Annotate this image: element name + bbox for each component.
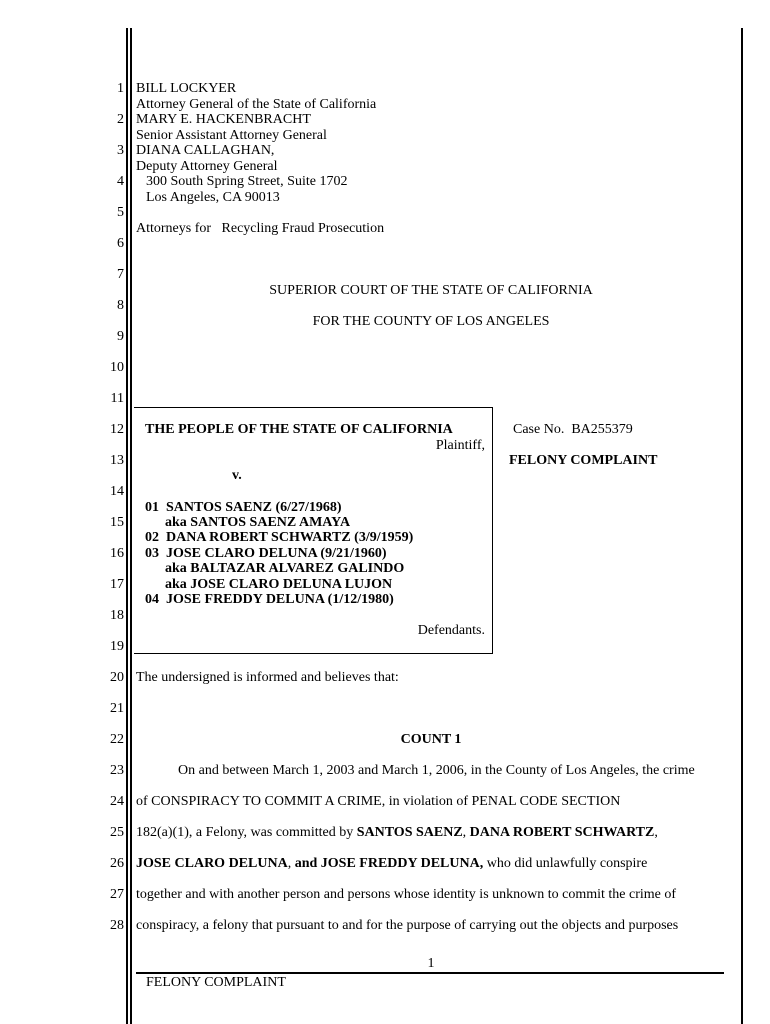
line-number: 20 <box>110 670 124 685</box>
footer-title: FELONY COMPLAINT <box>146 975 286 990</box>
versus-label: v. <box>232 468 242 483</box>
case-number: Case No. BA255379 <box>513 422 633 437</box>
attorney-line: MARY E. HACKENBRACHT <box>136 112 311 127</box>
attorneys-for: Attorneys for Recycling Fraud Prosecution <box>136 221 385 236</box>
defendant-name: DANA ROBERT SCHWARTZ <box>469 825 655 840</box>
attorney-line: Attorney General of the State of California <box>136 97 377 112</box>
line-number: 2 <box>117 112 124 127</box>
intro-sentence: The undersigned is informed and believes that: <box>136 670 399 685</box>
left-margin-rule-inner <box>130 28 132 1024</box>
attorney-line: Senior Assistant Attorney General <box>136 128 327 143</box>
line-number: 5 <box>117 205 124 220</box>
line-number: 11 <box>110 391 124 406</box>
page-number: 1 <box>427 956 435 971</box>
line-number: 7 <box>117 267 124 282</box>
defendant-name: and JOSE FREDDY DELUNA, <box>294 856 484 871</box>
line-number: 12 <box>110 422 124 437</box>
defendant-name: SANTOS SAENZ <box>356 825 463 840</box>
defendant-line: 02 DANA ROBERT SCHWARTZ (3/9/1959) <box>145 530 414 545</box>
attorney-address-line: Los Angeles, CA 90013 <box>146 190 280 205</box>
defendant-name: JOSE CLARO DELUNA <box>136 856 288 871</box>
line-number: 6 <box>117 236 124 251</box>
defendant-line: 01 SANTOS SAENZ (6/27/1968) <box>145 500 342 515</box>
line-number: 26 <box>110 856 124 871</box>
body-text: 182(a)(1), a Felony, was committed by <box>136 825 357 840</box>
attorney-line: Deputy Attorney General <box>136 159 278 174</box>
defendant-alias-line: aka BALTAZAR ALVAREZ GALINDO <box>165 561 405 576</box>
line-number: 1 <box>117 81 124 96</box>
court-title: SUPERIOR COURT OF THE STATE OF CALIFORNIA <box>269 283 593 298</box>
line-number: 8 <box>117 298 124 313</box>
body-line-25 <box>136 825 726 841</box>
line-number: 23 <box>110 763 124 778</box>
body-text: , <box>654 825 658 840</box>
defendant-line: 04 JOSE FREDDY DELUNA (1/12/1980) <box>145 592 394 607</box>
line-number: 10 <box>110 360 124 375</box>
attorney-line: DIANA CALLAGHAN, <box>136 143 275 158</box>
body-text: , <box>287 856 295 871</box>
line-number: 14 <box>110 484 124 499</box>
line-number: 3 <box>117 143 124 158</box>
attorney-line: BILL LOCKYER <box>136 81 237 96</box>
body-line-26 <box>136 856 726 872</box>
count-heading: COUNT 1 <box>400 732 462 747</box>
line-number: 27 <box>110 887 124 902</box>
body-text: , <box>462 825 470 840</box>
line-number: 21 <box>110 701 124 716</box>
line-number: 15 <box>110 515 124 530</box>
line-number: 16 <box>110 546 124 561</box>
county-title: FOR THE COUNTY OF LOS ANGELES <box>312 314 550 329</box>
body-line-23: On and between March 1, 2003 and March 1, 2006, in the County of Los Angeles, the crime <box>178 763 695 778</box>
defendant-alias-line: aka JOSE CLARO DELUNA LUJON <box>165 577 393 592</box>
document-type: FELONY COMPLAINT <box>509 453 658 468</box>
body-line-27: together and with another person and persons whose identity is unknown to commit the crime of <box>136 887 677 902</box>
body-line-24: of CONSPIRACY TO COMMIT A CRIME, in violation of PENAL CODE SECTION <box>136 794 621 809</box>
line-number: 17 <box>110 577 124 592</box>
plaintiff-name: THE PEOPLE OF THE STATE OF CALIFORNIA <box>145 422 453 437</box>
right-margin-rule <box>741 28 743 1024</box>
line-number: 13 <box>110 453 124 468</box>
line-number: 18 <box>110 608 124 623</box>
defendant-line: 03 JOSE CLARO DELUNA (9/21/1960) <box>145 546 387 561</box>
left-margin-rule-outer <box>126 28 128 1024</box>
defendant-alias-line: aka SANTOS SAENZ AMAYA <box>165 515 351 530</box>
body-text: who did unlawfully conspire <box>483 856 648 871</box>
footer-rule <box>136 972 724 974</box>
line-number: 25 <box>110 825 124 840</box>
plaintiff-label: Plaintiff, <box>435 438 485 453</box>
defendants-label: Defendants. <box>417 623 485 638</box>
line-number: 22 <box>110 732 124 747</box>
body-line-28: conspiracy, a felony that pursuant to and for the purpose of carrying out the objects and purposes <box>136 918 679 933</box>
line-number: 28 <box>110 918 124 933</box>
line-number: 24 <box>110 794 124 809</box>
attorney-address-line: 300 South Spring Street, Suite 1702 <box>146 174 348 189</box>
line-number: 9 <box>117 329 124 344</box>
line-number: 4 <box>117 174 124 189</box>
line-number: 19 <box>110 639 124 654</box>
